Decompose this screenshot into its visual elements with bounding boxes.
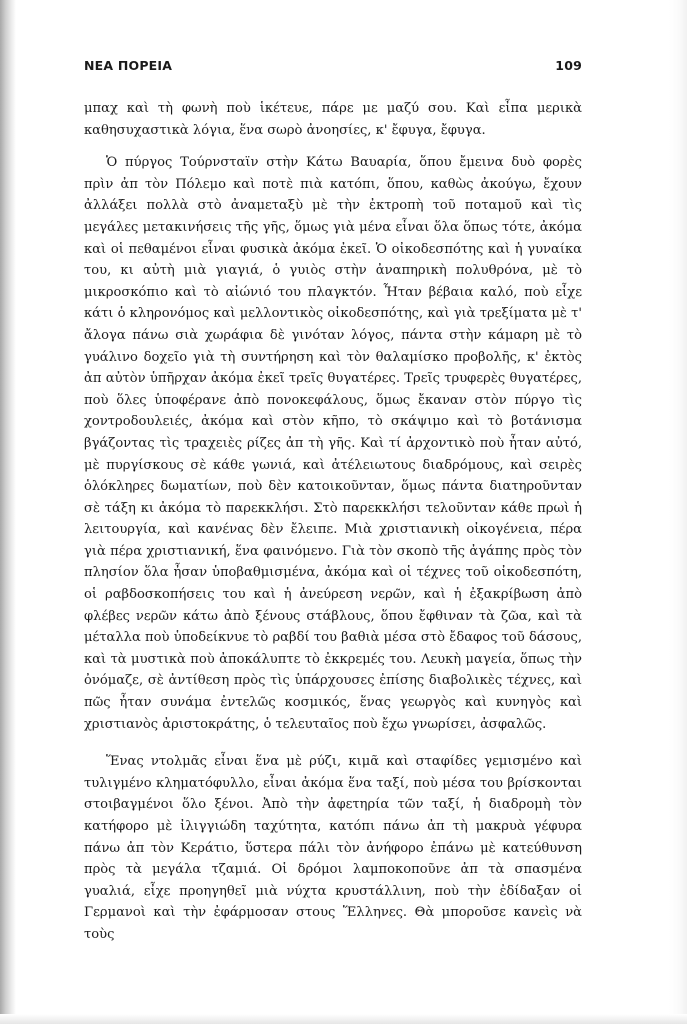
paragraph-gap bbox=[84, 141, 582, 152]
running-head-title: ΝΕΑ ΠΟΡΕΙΑ bbox=[84, 58, 173, 73]
scan-page-edge bbox=[669, 0, 687, 1024]
body-text bbox=[84, 98, 582, 946]
scan-bottom-edge bbox=[0, 1014, 687, 1024]
paragraph-dolmas: Ἕνας ντολμᾶς εἶναι ἕνα μὲ ρύζι, κιμᾶ καὶ σταφίδες γεμισμένο καὶ τυλιγμένο κληματόφυλλο, εἶναι ἀκόμα ἕνα ταξί, ποὺ μέσα του βρίσκονται στοιβαγμένοι ὅλο ξένοι. Ἀπὸ τὴν ἀφετηρία τῶν ταξί, ἡ διαδρομὴ τὸν κατήφορο μὲ ἰλιγγιώδη ταχύτητα, κατόπι πάνω ἀπ τὴ μακρυὰ γέφυρα πάνω ἀπ τὸν Κεράτιο, ὕστερα πάλι τὸν ἀνήφορο ἐπάνω μὲ κατεύθυνση πρὸς τὰ μεγάλα τζαμιά. Οἱ δρόμοι λαμποκοποῦνε ἀπ τὰ σπασμένα γυαλιά, εἶχε προηγηθεῖ μιὰ νύχτα κρυστάλλινη, ποὺ τὴν ἐδίδαξαν οἱ Γερμανοὶ καὶ τὴν ἐφάρμοσαν στους Ἕλληνες. Θὰ μποροῦσε κανεὶς νὰ τοὺς bbox=[84, 754, 582, 942]
paragraph-gap bbox=[84, 735, 582, 751]
running-head bbox=[84, 58, 582, 80]
scan-binding-shadow bbox=[0, 0, 16, 1024]
paragraph-turnstein-castle: Ὁ πύργος Τούρνσταϊν στὴν Κάτω Βαυαρία, ὅπου ἔμεινα δυὸ φορὲς πρὶν ἀπ τὸν Πόλεμο καὶ ποτὲ πιὰ κατόπι, ὅπου, καθὼς ἀκούγω, ἔχουν ἀλλάξει πολλὰ στὸ ἀναμεταξὺ μὲ τὴν ἐκτροπὴ τοῦ ποταμοῦ καὶ τὶς μεγάλες μετακινήσεις τῆς γῆς, ὅμως γιὰ μένα εἶναι ὅλα ὅπως τότε, ἀκόμα καὶ οἱ πεθαμένοι εἶναι φυσικὰ ἀκόμα ἐκεῖ. Ὁ οἰκοδεσπότης καὶ ἡ γυναίκα του, κι αὐτὴ μιὰ γιαγιά, ὁ γυιὸς στὴν ἀναπηρικὴ πολυθρόνα, μὲ τὸ μικροσκόπιο καὶ τὸ αἰώνιό του πλαγκτόν. Ἦταν βέβαια καλό, ποὺ εἶχε κάτι ὁ κληρονόμος καὶ μελλοντικὸς οἰκοδεσπότης, καὶ γιὰ τρεξίματα μὲ τ' ἄλογα πάνω σιὰ χωράφια δὲ γινόταν λόγος, πάντα στὴν κάμαρη μὲ τὸ γυάλινο δοχεῖο γιὰ τὴ συντήρηση καὶ τὸν θαλαμίσκο προβολῆς, κ' ἐκτὸς ἀπ αὐτὸν ὑπῆρχαν ἀκόμα ἐκεῖ τρεῖς θυγατέρες. Τρεῖς τρυφερὲς θυγατέρες, ποὺ ὅλες ὑποφέρανε ἀπὸ πονοκεφάλους, ὅμως ἔκαναν στὸν πύργο τὶς χοντροδουλειές, ἀκόμα καὶ στὸν κῆπο, τὸ σκάψιμο καὶ τὸ βοτάνισμα βγάζοντας τὶς τραχειὲς ρίζες ἀπ τὴ γῆς. Καὶ τί ἀρχοντικὸ ποὺ ἦταν αὐτό, μὲ πυργίσκους σὲ κάθε γωνιά, καὶ ἀτέλειωτους διαδρόμους, καὶ σειρὲς ὁλόκληρες δωματίων, ποὺ δὲν κατοικοῦνταν, ὅμως πάντα διατηροῦνταν σὲ τάξη κι ἀκόμα τὸ παρεκκλήσι. Στὸ παρεκκλήσι τελοῦνταν κάθε πρωὶ ἡ λειτουργία, καὶ κανένας δὲν ἔλειπε. Μιὰ χριστιανικὴ οἰκογένεια, πέρα γιὰ πέρα χριστιανική, ἕνα φαινόμενο. Γιὰ τὸν σκοπὸ τῆς ἀγάπης πρὸς τὸν πλησίον ὅλα ἦσαν ὑποβαθμισμένα, ἀκόμα καὶ οἱ τέχνες τοῦ οἰκοδεσπότη, οἱ ραβδοσκοπήσεις του καὶ ἡ ἀνεύρεση νερῶν, καὶ ἡ ἐξακρίβωση ἀπὸ φλέβες νερῶν κάτω ἀπὸ ξένους στάβλους, ὅπου ἔφθιναν τὰ ζῶα, καὶ τὰ μέταλλα ποὺ ὑποδείκνυε τὸ ραβδί του βαθιὰ μέσα στὸ ἔδαφος τοῦ δάσους, καὶ τὰ μυστικὰ ποὺ ἀποκάλυπτε τὸ ἐκκρεμές του. Λευκὴ μαγεία, ὅπως τὴν ὀνόμαζε, σὲ ἀντίθεση πρὸς τὶς ὑπάρχουσες ἐπίσης διαβολικὲς τέχνες, καὶ πῶς ἦταν συνάμα ἐντελῶς κοσμικός, ἕνας γεωργὸς καὶ κυνηγὸς καὶ χριστιανὸς ἀριστοκράτης, ὁ τελευταῖος ποὺ ἔχω γνωρίσει, ἀσφαλῶς. bbox=[84, 155, 582, 732]
book-page bbox=[84, 58, 582, 946]
paragraph-continuation: μπαχ καὶ τὴ φωνὴ ποὺ ἱκέτευε, πάρε με μαζύ σου. Καὶ εἶπα μερικὰ καθησυχαστικὰ λόγια, ἕνα σωρὸ ἀνοησίες, κ' ἔφυγα, ἔφυγα. bbox=[84, 101, 582, 138]
page-number: 109 bbox=[555, 58, 582, 73]
